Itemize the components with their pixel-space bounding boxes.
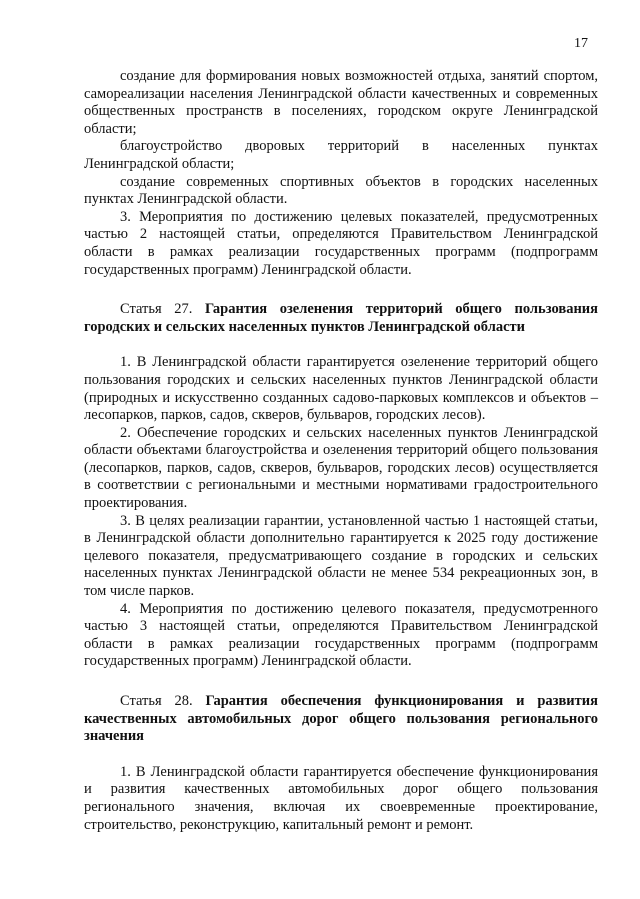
article-heading-28 — [84, 693, 598, 746]
article-number: Статья 27. — [120, 301, 193, 318]
paragraph: благоустройство дворовых территорий в населенных пунктах Ленинградской области; — [84, 138, 598, 172]
article-title: Гарантия обеспечения функционирования и развития качественных автомобильных дорог общего пользования регионального значения — [84, 693, 598, 745]
paragraph: 3. В целях реализации гарантии, установленной частью 1 настоящей статьи, в Ленинградской области дополнительно гарантируется к 2025 году достижение целевого показателя, предусматривающего создание в городских и сельских населенных пунктах Ленинградской области не менее 534 рекреационных зон, в том числе парков. — [84, 512, 598, 600]
page-number: 17 — [574, 36, 588, 51]
paragraph: 1. В Ленинградской области гарантируется обеспечение функционирования и развития качественных автомобильных дорог общего пользования регионального значения, включая их своевременные проектирование, строительство, реконструкцию, капитальный ремонт и ремонт. — [84, 763, 598, 833]
page-body — [84, 68, 598, 834]
paragraph: 1. В Ленинградской области гарантируется озеленение территорий общего пользования городских и сельских населенных пунктов Ленинградской области (природных и искусственно созданных садово-парковых комплексов и объектов – лесопарков, парков, садов, скверов, бульваров, городских лесов). — [84, 354, 598, 424]
paragraph: 3. Мероприятия по достижению целевых показателей, предусмотренных частью 2 настоящей статьи, определяются Правительством Ленинградской области в рамках реализации государственных программ (подпрограмм государственных программ) Ленинградской области. — [84, 208, 598, 278]
article-heading-27 — [84, 301, 598, 336]
paragraph: создание современных спортивных объектов в городских населенных пунктах Ленинградской области. — [84, 173, 598, 208]
paragraph: 4. Мероприятия по достижению целевого показателя, предусмотренного частью 3 настоящей статьи, определяются Правительством Ленинградской области в рамках реализации государственных программ (подпрограмм государственных программ) Ленинградской области. — [84, 600, 598, 670]
paragraph: 2. Обеспечение городских и сельских населенных пунктов Ленинградской области объектами благоустройства и озеленения территорий общего пользования (лесопарков, парков, садов, скверов, бульваров, городских лесов) осуществляется в соответствии с региональными и местными нормативами градостроительного проектирования. — [84, 424, 598, 512]
article-number: Статья 28. — [120, 693, 193, 709]
article-title: Гарантия озеленения территорий общего пользования городских и сельских населенных пунктов Ленинградской области — [84, 301, 598, 335]
paragraph: создание для формирования новых возможностей отдыха, занятий спортом, самореализации населения Ленинградской области качественных и современных общественных пространств в поселениях, городском округе Ленинградской области; — [84, 68, 598, 137]
